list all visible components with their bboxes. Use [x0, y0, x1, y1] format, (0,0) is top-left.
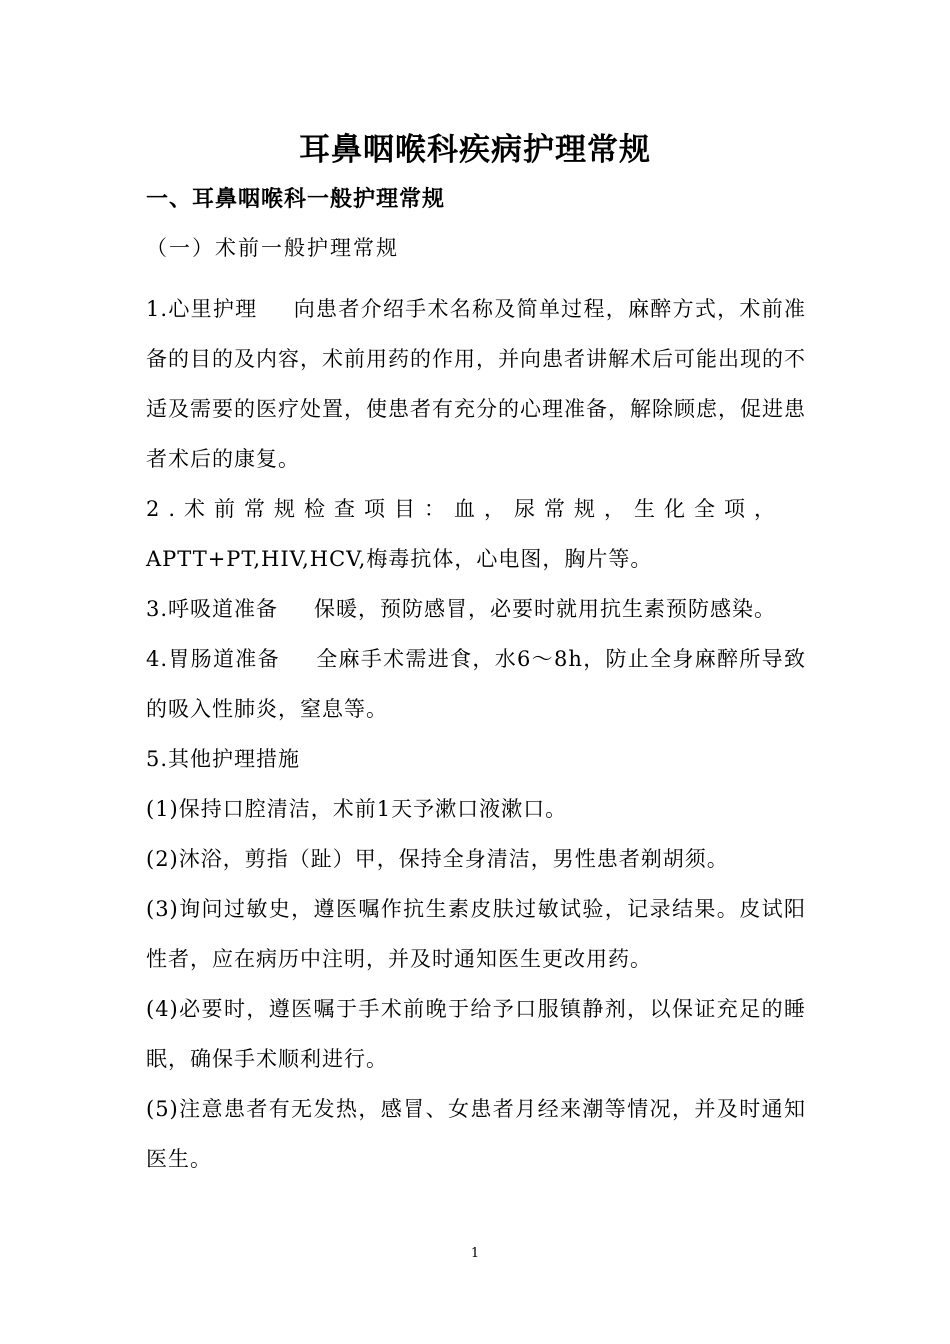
document-title: 耳鼻咽喉科疾病护理常规 — [299, 132, 651, 168]
item-label: 4.胃肠道准备 — [146, 647, 280, 671]
paragraph-respiratory — [146, 584, 806, 634]
paragraph-gastrointestinal — [146, 634, 806, 734]
sub-item-1: (1)保持口腔清洁，术前1天予漱口液漱口。 — [146, 797, 568, 821]
item-label: 3.呼吸道准备 — [146, 597, 279, 621]
paragraph-exam-line2: APTT+PT,HIV,HCV,梅毒抗体，心电图，胸片等。 — [146, 547, 653, 571]
document-body — [146, 284, 806, 1184]
paragraph-exam-line1: 2.术前常规检查项目：血，尿常规，生化全项， — [146, 497, 785, 521]
sub-item-5: (5)注意患者有无发热，感冒、女患者月经来潮等情况，并及时通知医生。 — [146, 1097, 806, 1171]
paragraph-other-measures: 5.其他护理措施 — [146, 747, 301, 771]
sub-item-2: (2)沐浴，剪指（趾）甲，保持全身清洁，男性患者剃胡须。 — [146, 847, 729, 871]
item-label: 1.心里护理 — [146, 297, 258, 321]
item-text: 保暖，预防感冒，必要时就用抗生素预防感染。 — [314, 597, 777, 621]
item-text: 全麻手术需进食，水6～8h，防止全身麻醉所导致的吸入性肺炎，窒息等。 — [146, 647, 806, 721]
item-text: 向患者介绍手术名称及简单过程，麻醉方式，术前准备的目的及内容，术前用药的作用，并向患者讲解术后可能出现的不适及需要的医疗处置，使患者有充分的心理准备，解除顾虑，促进患者术后的康复。 — [146, 297, 806, 471]
paragraph-psychological-care — [146, 284, 806, 484]
subsection-heading: （一）术前一般护理常规 — [146, 236, 399, 260]
sub-item-3: (3)询问过敏史，遵医嘱作抗生素皮肤过敏试验，记录结果。皮试阳性者，应在病历中注明，并及时通知医生更改用药。 — [146, 897, 806, 971]
page-number: 1 — [470, 1246, 480, 1261]
section-heading: 一、耳鼻咽喉科一般护理常规 — [146, 186, 446, 212]
sub-item-4: (4)必要时，遵医嘱于手术前晚于给予口服镇静剂，以保证充足的睡眠，确保手术顺利进行。 — [146, 997, 806, 1071]
